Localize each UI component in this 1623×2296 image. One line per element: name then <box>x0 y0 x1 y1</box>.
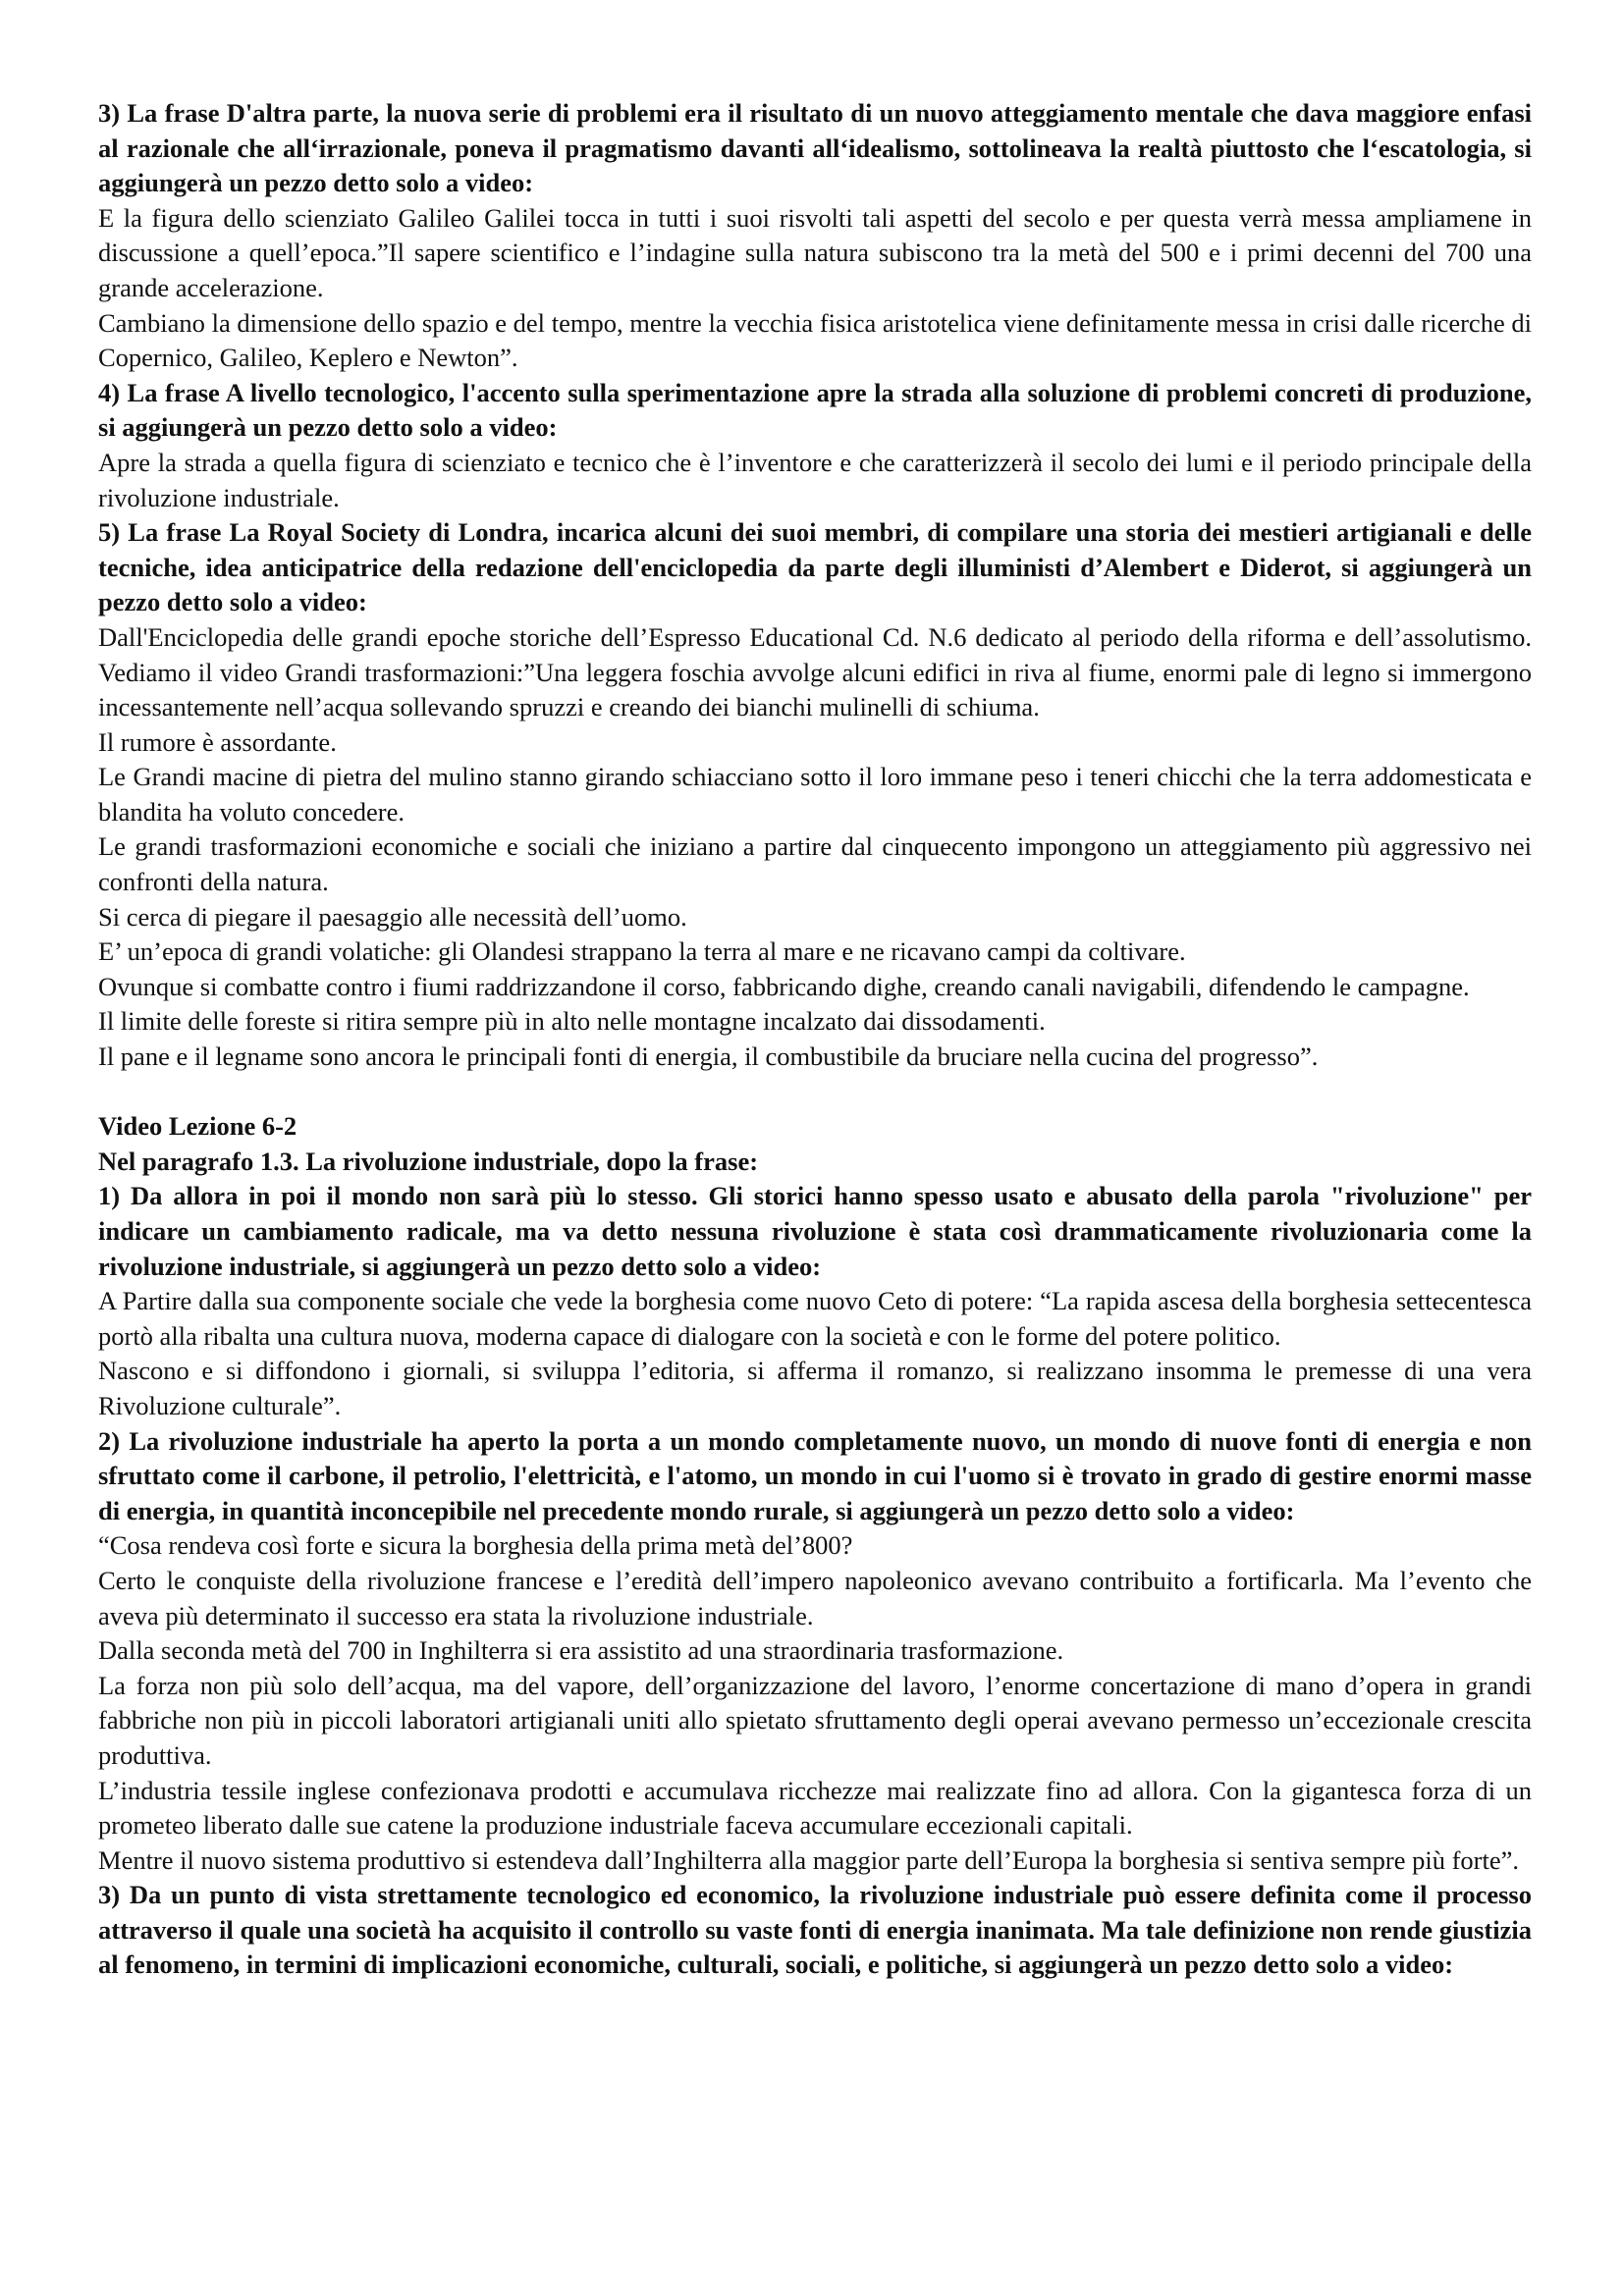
blank-line <box>98 1075 1532 1110</box>
paragraph: Le Grandi macine di pietra del mulino stanno girando schiacciano sotto il loro immane peso i teneri chicchi che la terra addomesticata e blandita ha voluto concedere. <box>98 762 1532 827</box>
paragraph-bold: 4) La frase A livello tecnologico, l'accento sulla sperimentazione apre la strada alla soluzione di problemi concreti di produzione, si aggiungerà un pezzo detto solo a video: <box>98 377 1532 443</box>
paragraph: Certo le conquiste della rivoluzione francese e l’eredità dell’impero napoleonico avevano contribuito a fortificarla. Ma l’evento che aveva più determinato il successo era stata la rivoluzione industriale. <box>98 1565 1532 1630</box>
paragraph: Ovunque si combatte contro i fiumi raddrizzandone il corso, fabbricando dighe, creando canali navigabili, difendendo le campagne. <box>98 971 1470 1001</box>
paragraph: La forza non più solo dell’acqua, ma del vapore, dell’organizzazione del lavoro, l’enorme concertazione di mano d’opera in grandi fabbriche non più in piccoli laboratori artigianali uniti allo spietato sfruttamento degli operai avevano permesso un’eccezionale crescita produttiva. <box>98 1670 1532 1770</box>
paragraph: L’industria tessile inglese confezionava prodotti e accumulava ricchezze mai realizzate fino ad allora. Con la gigantesca forza di un prometeo liberato dalle sue catene la produzione industriale faceva accumulare eccezionali capitali. <box>98 1775 1532 1841</box>
paragraph: Le grandi trasformazioni economiche e sociali che iniziano a partire dal cinquecento impongono un atteggiamento più aggressivo nei confronti della natura. <box>98 831 1532 897</box>
paragraph: Apre la strada a quella figura di scienziato e tecnico che è l’inventore e che caratterizzerà il secolo dei lumi e il periodo principale della rivoluzione industriale. <box>98 447 1532 512</box>
paragraph: Dalla seconda metà del 700 in Inghilterra si era assistito ad una straordinaria trasformazione. <box>98 1635 1064 1666</box>
paragraph: Si cerca di piegare il paesaggio alle necessità dell’uomo. <box>98 901 687 932</box>
paragraph: Il rumore è assordante. <box>98 726 337 757</box>
paragraph-block-upper <box>98 96 1532 1075</box>
paragraph-bold: 3) La frase D'altra parte, la nuova serie di problemi era il risultato di un nuovo atteggiamento mentale che dava maggiore enfasi al razionale che all‘irrazionale, poneva il pragmatismo davanti all‘idealismo, sottolineava la realtà piuttosto che l‘escatologia, si aggiungerà un pezzo detto solo a video: <box>98 98 1532 198</box>
paragraph-bold: 2) La rivoluzione industriale ha aperto la porta a un mondo completamente nuovo, un mondo di nuove fonti di energia e non sfruttato come il carbone, il petrolio, l'elettricità, e l'atomo, un mondo in cui l'uomo si è trovato in grado di gestire enormi masse di energia, in quantità inconcepibile nel precedente mondo rurale, si aggiungerà un pezzo detto solo a video: <box>98 1425 1532 1525</box>
paragraph: Il limite delle foreste si ritira sempre più in alto nelle montagne incalzato dai dissodamenti. <box>98 1006 1046 1037</box>
paragraph-bold: Nel paragrafo 1.3. La rivoluzione industriale, dopo la frase: <box>98 1146 759 1176</box>
paragraph: Dall'Enciclopedia delle grandi epoche storiche dell’Espresso Educational Cd. N.6 dedicato al periodo della riforma e dell’assolutismo. Vediamo il video Grandi trasformazioni:”Una leggera foschia avvolge alcuni edifici in riva al fiume, enormi pale di legno si immergono incessantemente nell’acqua sollevando spruzzi e creando dei bianchi mulinelli di schiuma. <box>98 621 1532 722</box>
paragraph: Cambiano la dimensione dello spazio e del tempo, mentre la vecchia fisica aristotelica viene definitamente messa in crisi dalle ricerche di Copernico, Galileo, Keplero e Newton”. <box>98 307 1532 373</box>
paragraph: E la figura dello scienziato Galileo Galilei tocca in tutti i suoi risvolti tali aspetti del secolo e per questa verrà messa ampliamene in discussione a quell’epoca.”Il sapere scientifico e l’indagine sulla natura subiscono tra la metà del 500 e i primi decenni del 700 una grande accelerazione. <box>98 202 1532 302</box>
paragraph: “Cosa rendeva così forte e sicura la borghesia della prima metà del’800? <box>98 1530 853 1561</box>
paragraph-bold: 1) Da allora in poi il mondo non sarà più lo stesso. Gli storici hanno spesso usato e abusato della parola "rivoluzione" per indicare un cambiamento radicale, ma va detto nessuna rivoluzione è stata così drammaticamente rivoluzionaria come la rivoluzione industriale, si aggiungerà un pezzo detto solo a video: <box>98 1181 1532 1281</box>
paragraph: A Partire dalla sua componente sociale che vede la borghesia come nuovo Ceto di potere: “La rapida ascesa della borghesia settecentesca portò alla ribalta una cultura nuova, moderna capace di dialogare con la società e con le forme del potere politico. <box>98 1286 1532 1351</box>
paragraph: Mentre il nuovo sistema produttivo si estendeva dall’Inghilterra alla maggior parte dell’Europa la borghesia si sentiva sempre più forte”. <box>98 1844 1520 1875</box>
section-video-lezione <box>98 1109 1532 1983</box>
paragraph-bold: 5) La frase La Royal Society di Londra, incarica alcuni dei suoi membri, di compilare una storia dei mestieri artigianali e delle tecniche, idea anticipatrice della redazione dell'enciclopedia da parte degli illuministi d’Alembert e Diderot, si aggiungerà un pezzo detto solo a video: <box>98 517 1532 617</box>
paragraph: E’ un’epoca di grandi volatiche: gli Olandesi strappano la terra al mare e ne ricavano campi da coltivare. <box>98 936 1186 967</box>
section-title: Video Lezione 6-2 <box>98 1111 298 1142</box>
document-page <box>98 96 1532 1983</box>
paragraph: Nascono e si diffondono i giornali, si sviluppa l’editoria, si afferma il romanzo, si realizzano insomma le premesse di una vera Rivoluzione culturale”. <box>98 1356 1532 1420</box>
paragraph: Il pane e il legname sono ancora le principali fonti di energia, il combustibile da bruciare nella cucina del progresso”. <box>98 1041 1319 1072</box>
paragraph-bold: 3) Da un punto di vista strettamente tecnologico ed economico, la rivoluzione industriale può essere definita come il processo attraverso il quale una società ha acquisito il controllo su vaste fonti di energia inanimata. Ma tale definizione non rende giustizia al fenomeno, in termini di implicazioni economiche, culturali, sociali, e politiche, si aggiungerà un pezzo detto solo a video: <box>98 1880 1532 1980</box>
